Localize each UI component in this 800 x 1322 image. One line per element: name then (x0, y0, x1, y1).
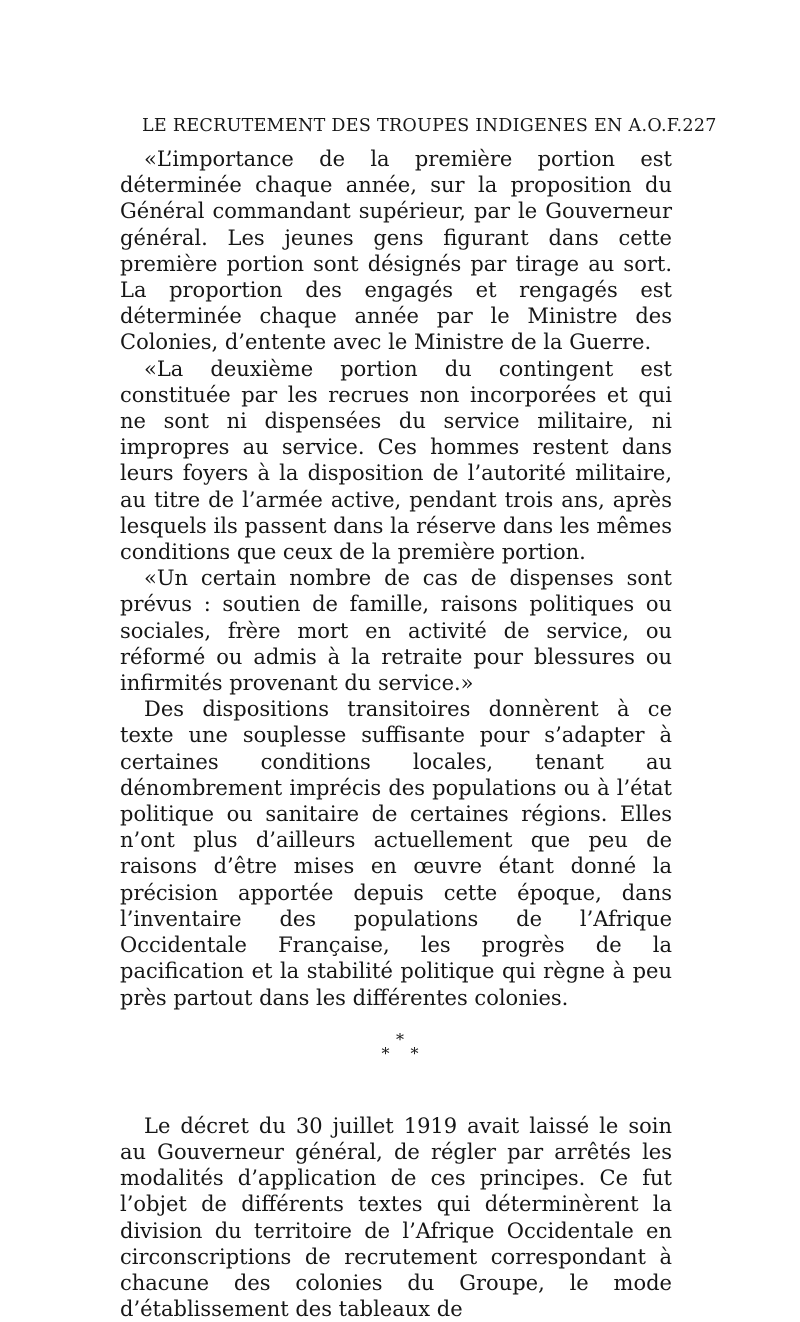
body-text (120, 146, 672, 1322)
running-head (142, 116, 717, 136)
running-head-title: LE RECRUTEMENT DES TROUPES INDIGENES EN A.O.F. (142, 116, 683, 136)
section-break-asterism (120, 1029, 672, 1113)
paragraph-transitional-provisions: Des dispositions transitoires donnèrent à ce texte une souplesse suffisante pour s’adapter à certaines conditions locales, tenant au dénombrement imprécis des populations ou à l’état politique ou sanitaire de certaines régions. Elles n’ont plus d’ailleurs actuellement que peu de raisons d’être mises en œuvre étant donné la précision apportée depuis cette époque, dans l’inventaire des populations de l’Afrique Occidentale Française, les progrès de la pacification et la stabilité politique qui règne à peu près partout dans les différentes colonies. (120, 697, 672, 1010)
asterism-bottom-stars: * * (381, 1043, 427, 1063)
paragraph-second-portion: «La deuxième portion du contingent est constituée par les recrues non incorporées et qui ne sont ni dispensées du service militaire, ni impropres au service. Ces hommes restent dans leurs foyers à la disposition de l’autorité militaire, au titre de l’armée active, pendant trois ans, après lesquels ils passent dans la réserve dans les mêmes conditions que ceux de la première portion. (120, 356, 672, 565)
asterism-top-star: * (396, 1029, 404, 1049)
paragraph-first-portion: «L’importance de la première portion est déterminée chaque année, sur la proposition du Général commandant supérieur, par le Gouverneur général. Les jeunes gens figurant dans cette première portion sont désignés par tirage au sort. La proportion des engagés et rengagés est déterminée chaque année par le Ministre des Colonies, d’entente avec le Ministre de la Guerre. (120, 147, 672, 355)
paragraph-decree-1919: Le décret du 30 juillet 1919 avait laissé le soin au Gouverneur général, de régler par arrêtés les modalités d’application de ces principes. Ce fut l’objet de différents textes qui déterminèrent la division du territoire de l’Afrique Occidentale en circonscriptions de recrutement correspondant à chacune des colonies du Groupe, le mode d’établissement des tableaux de (120, 1113, 672, 1322)
paragraph-dispensations: «Un certain nombre de cas de dispenses sont prévus : soutien de famille, raisons politiques ou sociales, frère mort en activité de service, ou réformé ou admis à la retraite pour blessures ou infirmités provenant du service.» (120, 566, 672, 696)
page-number: 227 (682, 116, 717, 136)
